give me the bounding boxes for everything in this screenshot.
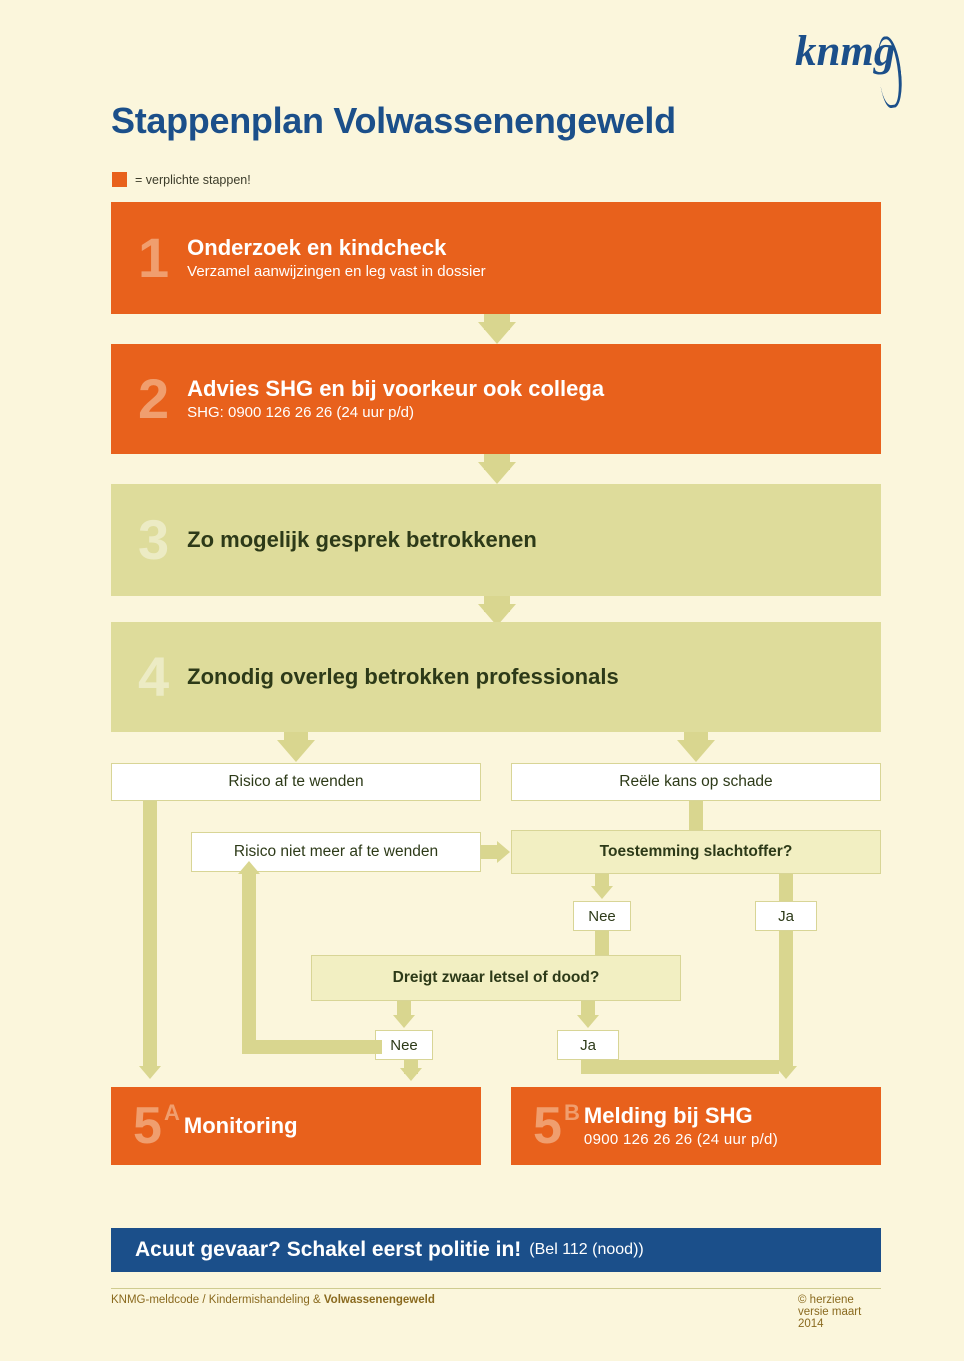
arrow-step4-right-head-icon	[677, 740, 715, 762]
step-3-block	[111, 484, 881, 596]
step-2-subtitle: SHG: 0900 126 26 26 (24 uur p/d)	[187, 403, 414, 421]
step-5a-title: Monitoring	[183, 1113, 298, 1139]
footer-left-bold: Volwassenengeweld	[323, 1294, 435, 1306]
box-risico-niet-meer-af-te-wenden	[191, 832, 481, 872]
connector-nee2-to-risiconiet	[242, 872, 256, 1047]
step-5a-number: 5 A	[133, 1097, 180, 1155]
box-dreigt-label: Dreigt zwaar letsel of dood?	[392, 969, 600, 986]
connector-left-to-5a	[143, 801, 157, 1069]
step-4-title: Zonodig overleg betrokken professionals	[187, 664, 619, 690]
emergency-banner-main: Acuut gevaar? Schakel eerst politie in!	[135, 1238, 522, 1261]
footer-left-plain: KNMG-meldcode / Kindermishandeling &	[111, 1294, 321, 1306]
page-title: Stappenplan Volwassenengeweld	[111, 100, 676, 141]
arrow-risiconiet-to-toestemming-head-icon	[497, 841, 510, 863]
connector-nee2-horizontal	[242, 1040, 382, 1054]
step-2-number: 2	[138, 367, 170, 430]
box-toestemming-nee-label: Nee	[588, 907, 616, 925]
step-3-title: Zo mogelijk gesprek betrokkenen	[187, 527, 537, 553]
arrow-nee2-to-5a-head-icon	[400, 1068, 422, 1081]
box-risico-niet-meer-label: Risico niet meer af te wenden	[233, 843, 439, 860]
connector-nee1-to-dreigt	[595, 931, 609, 955]
box-toestemming-ja	[755, 901, 817, 931]
box-reele-kans-op-schade-label: Reële kans op schade	[619, 773, 773, 790]
box-dreigt-ja	[557, 1030, 619, 1060]
arrow-step2-step3-head-icon	[478, 462, 516, 484]
step-5a-suffix: A	[164, 1100, 180, 1125]
box-risico-af-te-wenden-label: Risico af te wenden	[228, 773, 364, 790]
step-5b-number: 5 B	[533, 1097, 580, 1155]
box-reele-kans-op-schade	[511, 763, 881, 801]
knmg-logo	[795, 30, 925, 110]
arrow-toestemming-nee-head-icon	[591, 886, 613, 899]
emergency-banner	[111, 1228, 881, 1272]
box-toestemming-nee	[573, 901, 631, 931]
step-4-block	[111, 622, 881, 732]
step-1-subtitle: Verzamel aanwijzingen en leg vast in dossier	[187, 262, 486, 280]
step-3-number: 3	[138, 508, 170, 571]
arrow-step4-left-head-icon	[277, 740, 315, 762]
arrow-dreigt-ja-head-icon	[577, 1015, 599, 1028]
step-5a-block	[111, 1087, 481, 1165]
legend-label: = verplichte stappen!	[135, 172, 251, 187]
step-5b-block	[511, 1087, 881, 1165]
box-toestemming-ja-label: Ja	[778, 907, 794, 925]
knmg-logo-text: knmg	[795, 28, 896, 75]
arrow-dreigt-nee-head-icon	[393, 1015, 415, 1028]
footer-left	[111, 1294, 435, 1306]
emergency-banner-sub: (Bel 112 (nood))	[529, 1241, 644, 1258]
box-dreigt-nee-label: Nee	[390, 1036, 418, 1054]
arrow-left-to-5a-head-icon	[139, 1066, 161, 1079]
step-2-block	[111, 344, 881, 454]
step-1-number: 1	[138, 226, 170, 289]
step-5b-suffix: B	[564, 1100, 580, 1125]
connector-ja1-to-5b	[779, 931, 793, 1069]
step-4-number: 4	[138, 645, 170, 708]
box-risico-af-te-wenden	[111, 763, 481, 801]
connector-ja2-to-5b-horizontal	[581, 1060, 779, 1074]
box-dreigt-nee	[375, 1030, 433, 1060]
box-toestemming-label: Toestemming slachtoffer?	[599, 843, 793, 860]
step-2-title: Advies SHG en bij voorkeur ook collega	[187, 375, 605, 401]
step-1-block	[111, 202, 881, 314]
box-toestemming-slachtoffer	[511, 830, 881, 874]
legend	[112, 172, 251, 187]
footer-right: © herziene versie maart 2014	[798, 1294, 862, 1330]
footer-divider	[111, 1288, 881, 1289]
step-5b-title: Melding bij SHG	[583, 1102, 753, 1128]
step-5b-subtitle: 0900 126 26 26 (24 uur p/d)	[583, 1130, 778, 1148]
step-1-title: Onderzoek en kindcheck	[187, 234, 447, 260]
connector-toestemming-ja-stem	[779, 874, 793, 902]
box-dreigt-zwaar-letsel	[311, 955, 681, 1001]
connector-reele-to-toestemming	[689, 801, 703, 830]
arrow-nee2-to-risiconiet-head-icon	[238, 861, 260, 874]
box-dreigt-ja-label: Ja	[580, 1036, 596, 1054]
arrow-step1-step2-head-icon	[478, 322, 516, 344]
legend-swatch-icon	[112, 172, 127, 187]
